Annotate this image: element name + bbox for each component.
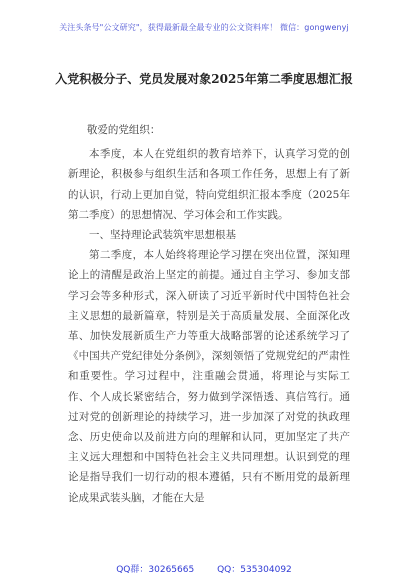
- salutation: 敬爱的党组织：: [86, 124, 161, 136]
- paragraph-study: 第二季度，本人始终将理论学习摆在突出位置，深知理论上的清醒是政治上坚定的前提。通过自主学习、参加支部学习会等多种形式，深入研读了习近平新时代中国特色社会主义思想的最新篇章，特别是关于高质量发展、全面深化改革、加快发展新质生产力等重大战略部署的论述系统学习了《中国共产党纪律处分条例》，深刻领悟了党规党纪的严肃性和重要性。学习过程中，注重融会贯通，将理论与实际工作、个人成长紧密结合，努力做到学深悟透、真信笃行。通过对党的创新理论的持续学习，进一步加深了对党的执政理念、历史使命以及前进方向的理解和认同，更加坚定了共产主义远大理想和中国特色社会主义共同理想。认识到党的理论是指导我们一切行动的根本遵循，只有不断用党的最新理论成果武装头脑，才能在大是: [68, 249, 350, 504]
- footer-qq-group: QQ群：30265665: [116, 565, 195, 575]
- section-heading: 一、坚持理论武装筑牢思想根基: [89, 229, 236, 242]
- header-note: 关注头条号"公文研究"，获得最新最全最专业的公文资料库！ 微信：gongwenyj: [59, 23, 349, 32]
- paragraph-intro: 本季度，本人在党组织的教育培养下，认真学习党的创新理论，积极参与组织生活和各项工作任务，思想上有了新的认识，行动上更加自觉，特向党组织汇报本季度（2025年第二季度）的思想情况、学习体会和工作实践。: [68, 148, 350, 221]
- footer-qq-number: QQ：535304092: [217, 565, 292, 575]
- document-body: [68, 120, 350, 508]
- footer-contact: [0, 562, 408, 575]
- document-title: 入党积极分子、党员发展对象2025年第二季度思想汇报: [55, 72, 353, 86]
